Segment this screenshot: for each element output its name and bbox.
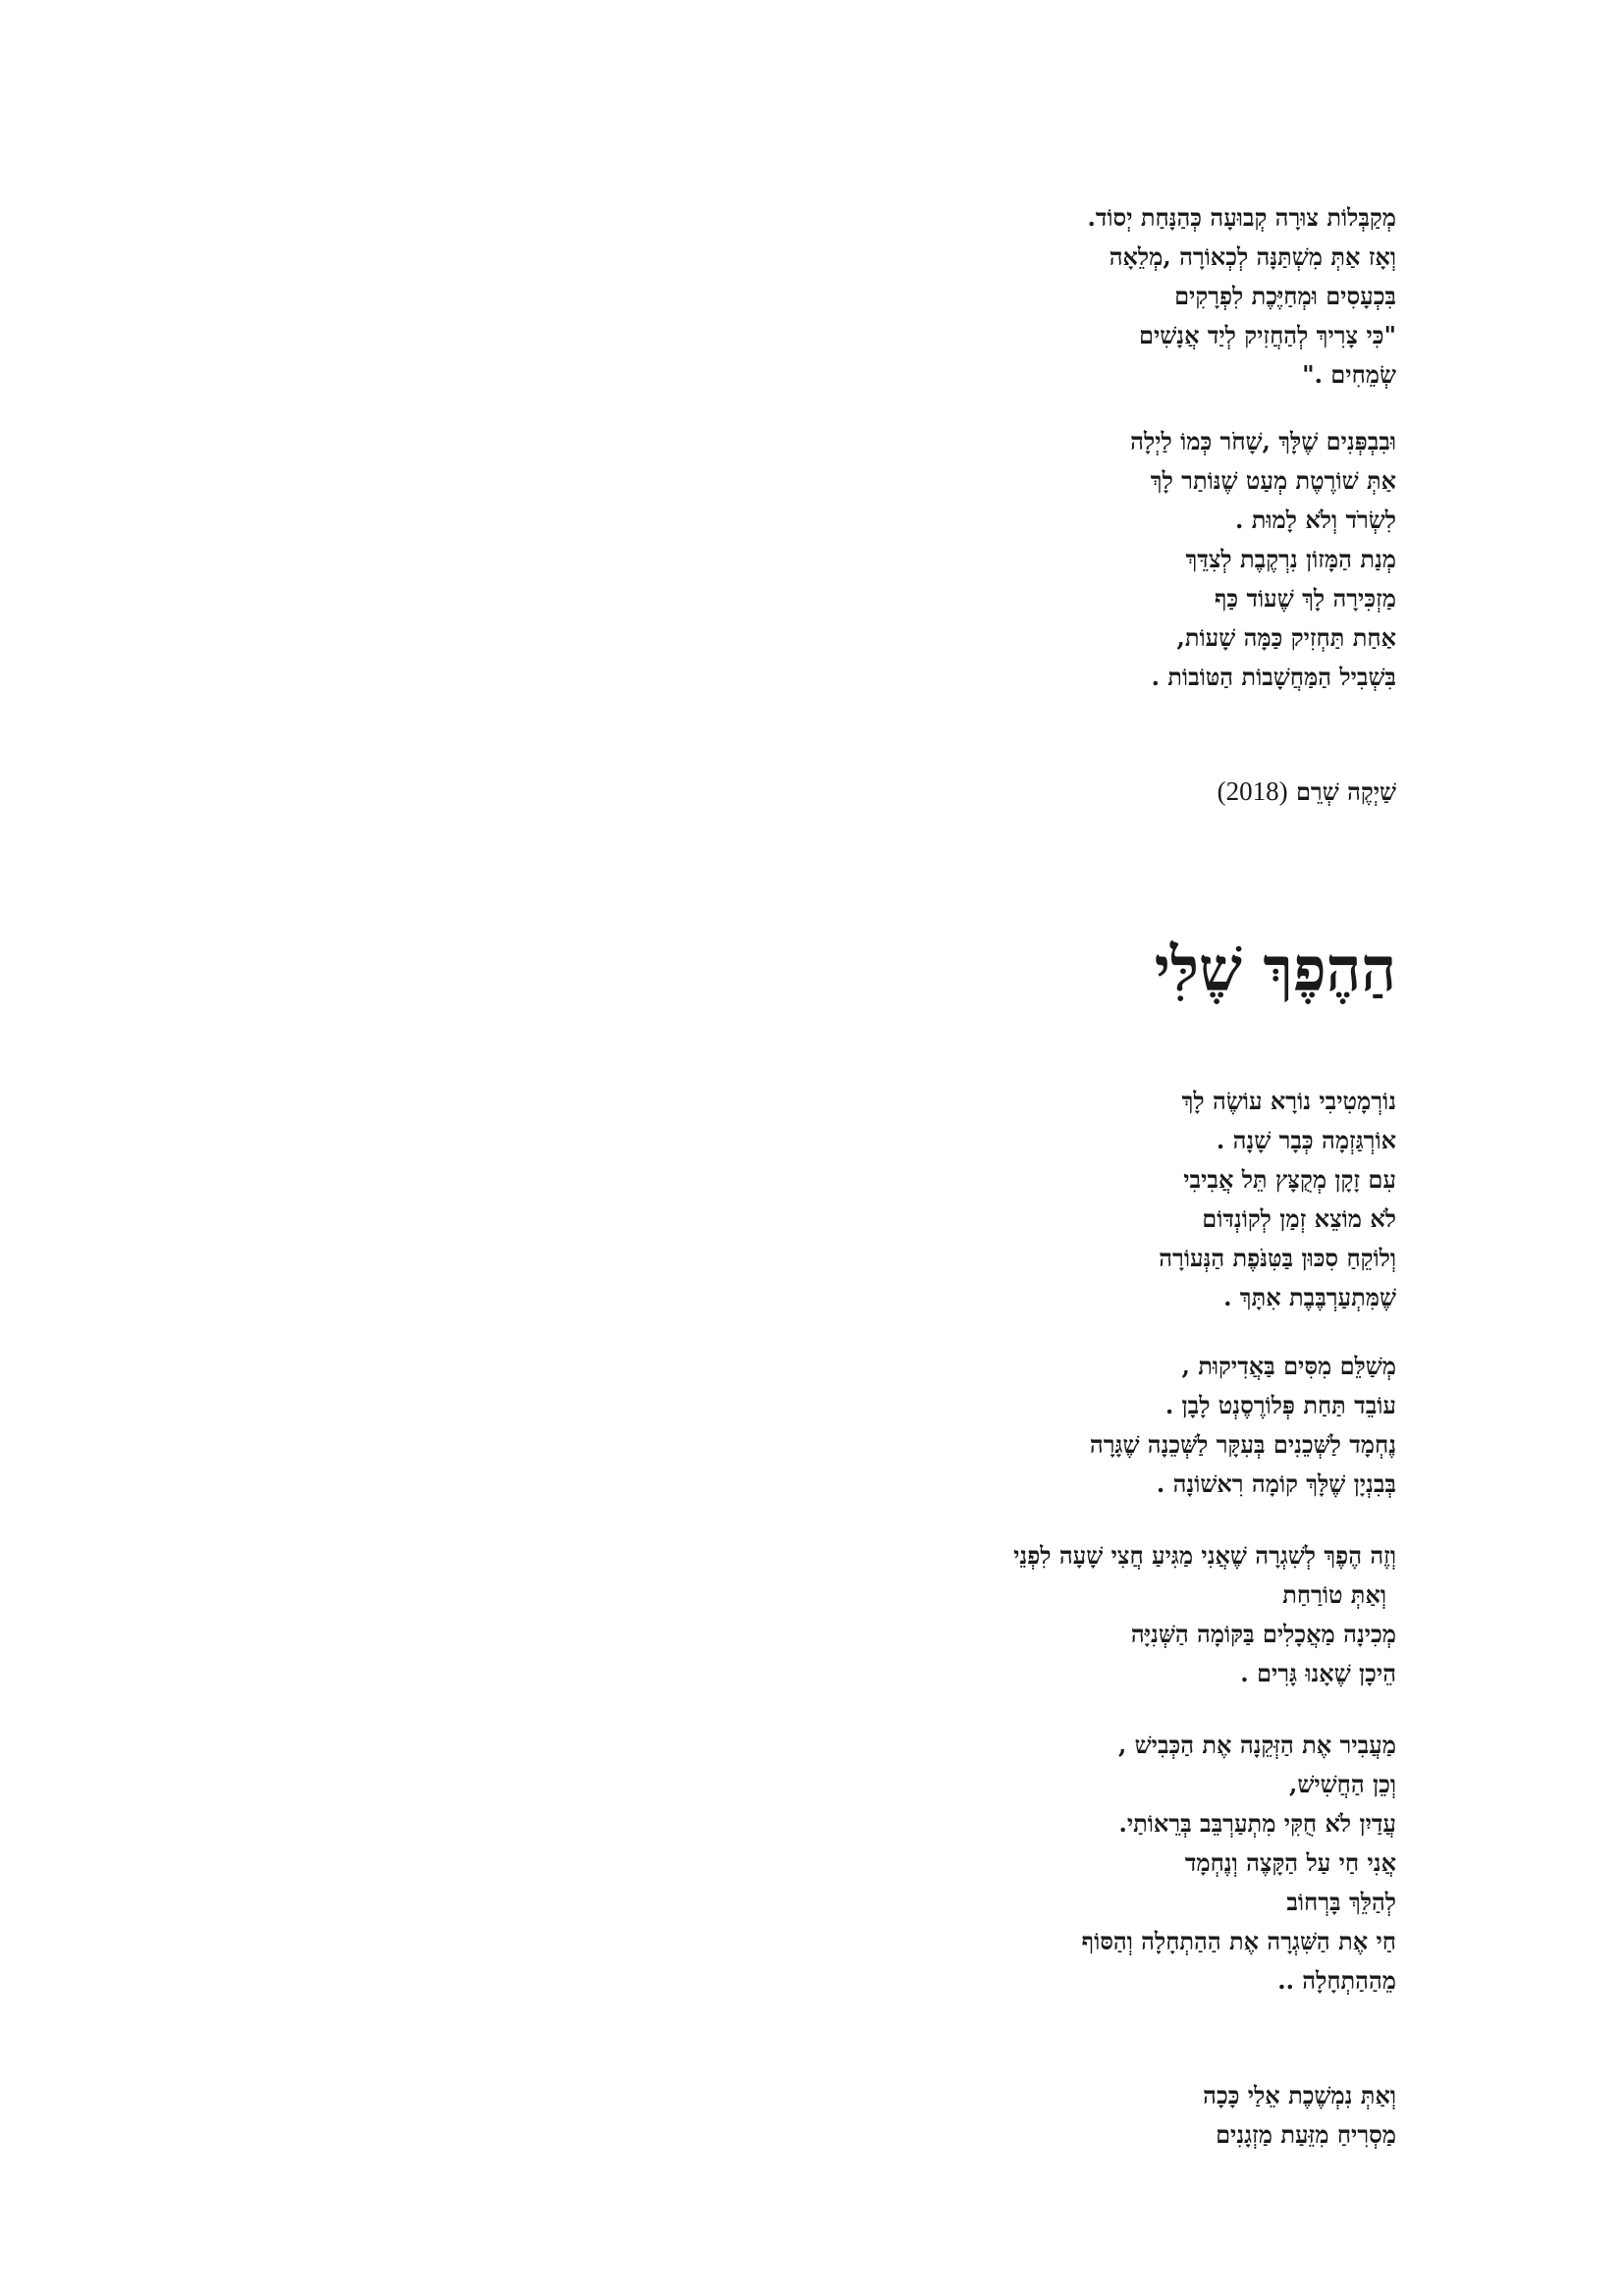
poem-line: "כִּי צָרִיךְ לְהַחֲזִיק לְיַד אֲנָשִׁים (1139, 321, 1396, 349)
poem-line: הֵיכָן שֶׁאָנוּ גָּרִים . (1240, 1659, 1396, 1687)
poem-line: וְכֵן הַחֲשִׁישׁ, (1289, 1770, 1396, 1798)
poem-title-block (414, 931, 1396, 1009)
poem-line: נוֹרְמָטִיבִי נוֹרָא עוֹשֶׂה לָךְ (1181, 1087, 1396, 1115)
poem-line: מְשַׁלֵּם מִסִּים בַּאֲדִיקוּת , (1181, 1352, 1396, 1380)
poem-line: שֶׁמִּתְעַרְבֶּבֶת אִתָּךְ . (1223, 1283, 1396, 1311)
poem-line: אוֹרְגַּזְמָה כְּבָר שָׁנָה . (1216, 1126, 1396, 1154)
poem-line: מְקַבְּלוֹת צוּרָה קְבוּעָה כְּהַנָּחַת יְסוֹד. (1087, 203, 1396, 232)
poem-line: אַחַת תַּחְזִיק כַּמָּה שָׁעוֹת, (1176, 623, 1396, 652)
poem-line: וְאַתְּ נִמְשֶׁכֶת אֵלַי כָּכָה (1203, 2081, 1396, 2109)
poem-line: וְאַתְּ טוֹרַחַת (1282, 1580, 1386, 1609)
stanza-text (414, 1536, 1396, 1693)
poem-line: וְלוֹקֵחַ סִכּוּן בַּטִּנֹּפֶת הַנְּעוֹרָה (1159, 1244, 1396, 1272)
poem-line: בִּשְׁבִיל הַמַּחֲשָׁבוֹת הַטּוֹבוֹת . (1151, 663, 1396, 691)
poem-line: עִם זָקָן מְקֻצָּץ תֵּל אֲבִיבִי (1183, 1165, 1396, 1194)
author-name: שַׁיְקֶה שְׁרֵם (1295, 777, 1396, 806)
poem-stanza (414, 1347, 1396, 1504)
poem-line: נֶחְמָד לַשְּׁכֵנִים בְּעִקָּר לַשְּׁכֵנָה שֶׁגָּרָה (1089, 1430, 1396, 1459)
poem-line: אֲנִי חַי עַל הַקָּצֶה וְנֶחְמָד (1184, 1848, 1396, 1877)
poem-line: שְׂמֵחִים ." (1302, 360, 1396, 389)
poem-stanza (414, 2076, 1396, 2155)
publication-year: (2018) (1217, 776, 1288, 806)
poem-line: וְאָז אַתְּ מִשְׁתַּנָּה לְכְאוֹרָה ,מְלֵאָה (1109, 242, 1396, 271)
stanza-text (414, 1082, 1396, 1317)
poem-line: מְנַת הַמָּזוֹן נִרְקֶבֶת לְצִדֵּךְ (1185, 545, 1396, 573)
poem-title: הַהֶפֶךְ שֶׁלִּי (1154, 934, 1396, 1005)
poem-line: לְהַלֵּךְ בָּרְחוֹב (1286, 1888, 1396, 1916)
poem-stanza (414, 1082, 1396, 1317)
poem-line: מֵהַהַתְחָלָה .. (1277, 1966, 1396, 1995)
stanza-text (414, 422, 1396, 697)
poem-line: עֲדַיִן לֹא חֻקִּי מִתְעַרְבֵּב בְּרֵאוֹתַי. (1118, 1809, 1396, 1838)
poem-stanza (414, 1536, 1396, 1693)
poem-line: וּבִבְפְּנִים שֶׁלָּךְ ,שָׁחֹר כְּמוֹ לַיְלָה (1130, 427, 1396, 455)
poem-stanza (414, 422, 1396, 697)
poem-line: מַעֲבִיר אֶת הַזְּקֵנָה אֶת הַכְּבִישׁ , (1117, 1731, 1396, 1759)
stanza-text (414, 1726, 1396, 2001)
poem-line: אַתְּ שׁוֹרֶטֶת מְעַט שֶׁנּוֹתַר לָךְ (1150, 466, 1396, 495)
poem-line: לֹא מוֹצֵא זְמַן לְקוֹנְדּוֹם (1202, 1204, 1396, 1233)
poem-line: וְזֶה הֶפֶךְ לְשִׁגְרָה שֶׁאֲנִי מַגִּיעַ חֲצִי שָׁעָה לִפְנֵי (1013, 1541, 1396, 1570)
poem-attribution (414, 772, 1396, 812)
poem-stanza (414, 1726, 1396, 2001)
stanza-text (414, 198, 1396, 395)
poem-line: בִּכְעָסִים וּמְחַיֶּכֶת לִפְרָקִים (1174, 282, 1396, 310)
poem-stanza (414, 198, 1396, 395)
poem-line: בְּבִנְיָן שֶׁלָּךְ קוֹמָה רִאשׁוֹנָה . (1156, 1469, 1396, 1498)
stanza-text (414, 2076, 1396, 2155)
poem-line: עוֹבֵד תַּחַת פְּלוֹרֶסֶנְט לָבָן . (1164, 1391, 1396, 1419)
poem-line: מַסְרִיחַ מִזֵּעַת מַזְגָנִים (1216, 2120, 1396, 2149)
poem-line: חַי אֶת הַשִּׁגְרָה אֶת הַהַתְחָלָה וְהַסּוֹף (1081, 1927, 1396, 1955)
stanza-text (414, 1347, 1396, 1504)
poem-line: מַזְכִּירָה לָךְ שֶׁעוֹד כַּף (1214, 584, 1396, 613)
poem-line: מְכִינָה מַאֲכָלִים בַּקּוֹמָה הַשְּׁנִיָּה (1130, 1620, 1396, 1648)
poem-line: לִשְׂרֹד וְלֹא לָמוּת . (1235, 506, 1396, 534)
